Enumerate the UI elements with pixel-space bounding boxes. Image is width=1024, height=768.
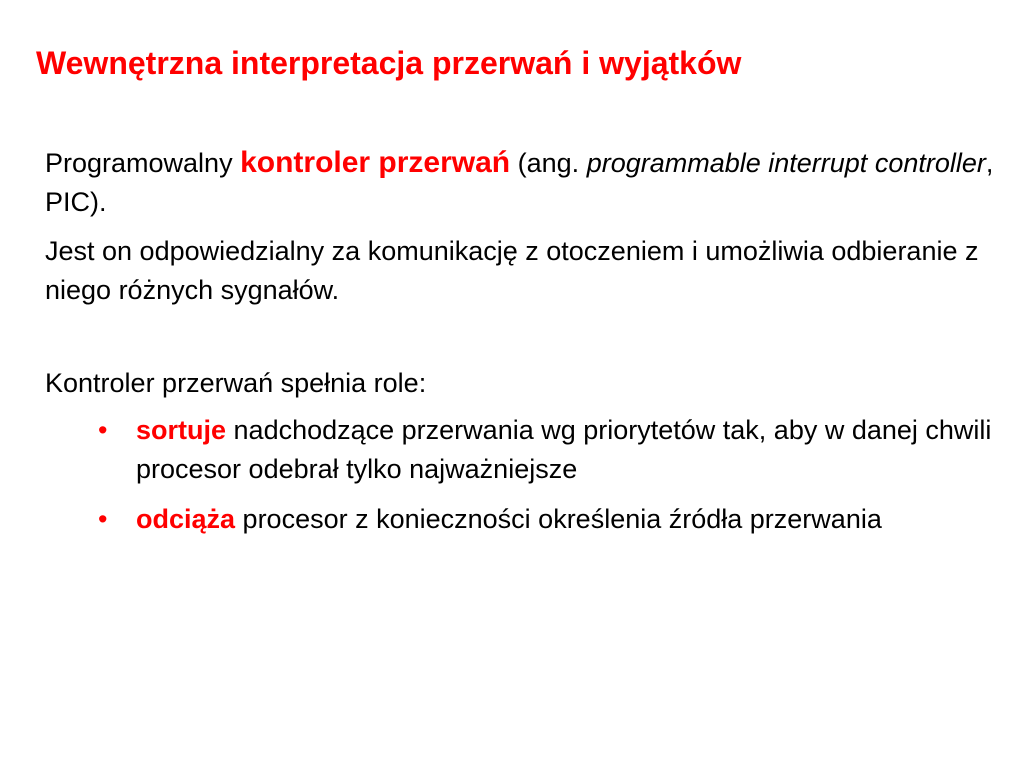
- pic-suffix: , PIC).: [45, 148, 994, 217]
- pic-definition-paragraph: [45, 143, 995, 222]
- role-description: procesor z konieczności określenia źródła przerwania: [235, 504, 882, 534]
- list-item: [45, 500, 995, 539]
- roles-intro-paragraph: Kontroler przerwań spełnia role:: [45, 368, 427, 398]
- slide-title: Wewnętrzna interpretacja przerwań i wyjątków: [36, 45, 742, 81]
- bullet-dot-icon: •: [98, 504, 108, 534]
- slide-body: [45, 143, 995, 550]
- list-item: [45, 411, 995, 489]
- pic-english-term: programmable interrupt controller: [586, 148, 986, 178]
- role-keyword: odciąża: [136, 504, 236, 534]
- responsibility-paragraph: Jest on odpowiedzialny za komunikację z otoczeniem i umożliwia odbieranie z niego różnych sygnałów.: [45, 236, 979, 305]
- pic-highlight: kontroler przerwań: [240, 146, 511, 179]
- role-description: nadchodzące przerwania wg priorytetów tak, aby w danej chwili procesor odebrał tylko najważniejsze: [136, 415, 992, 484]
- paragraph-spacer: [45, 310, 995, 364]
- pic-prefix: Programowalny: [45, 148, 241, 178]
- pic-ang: (ang.: [510, 148, 587, 178]
- role-keyword: sortuje: [136, 415, 227, 445]
- roles-list: [45, 411, 995, 539]
- bullet-dot-icon: •: [98, 415, 108, 445]
